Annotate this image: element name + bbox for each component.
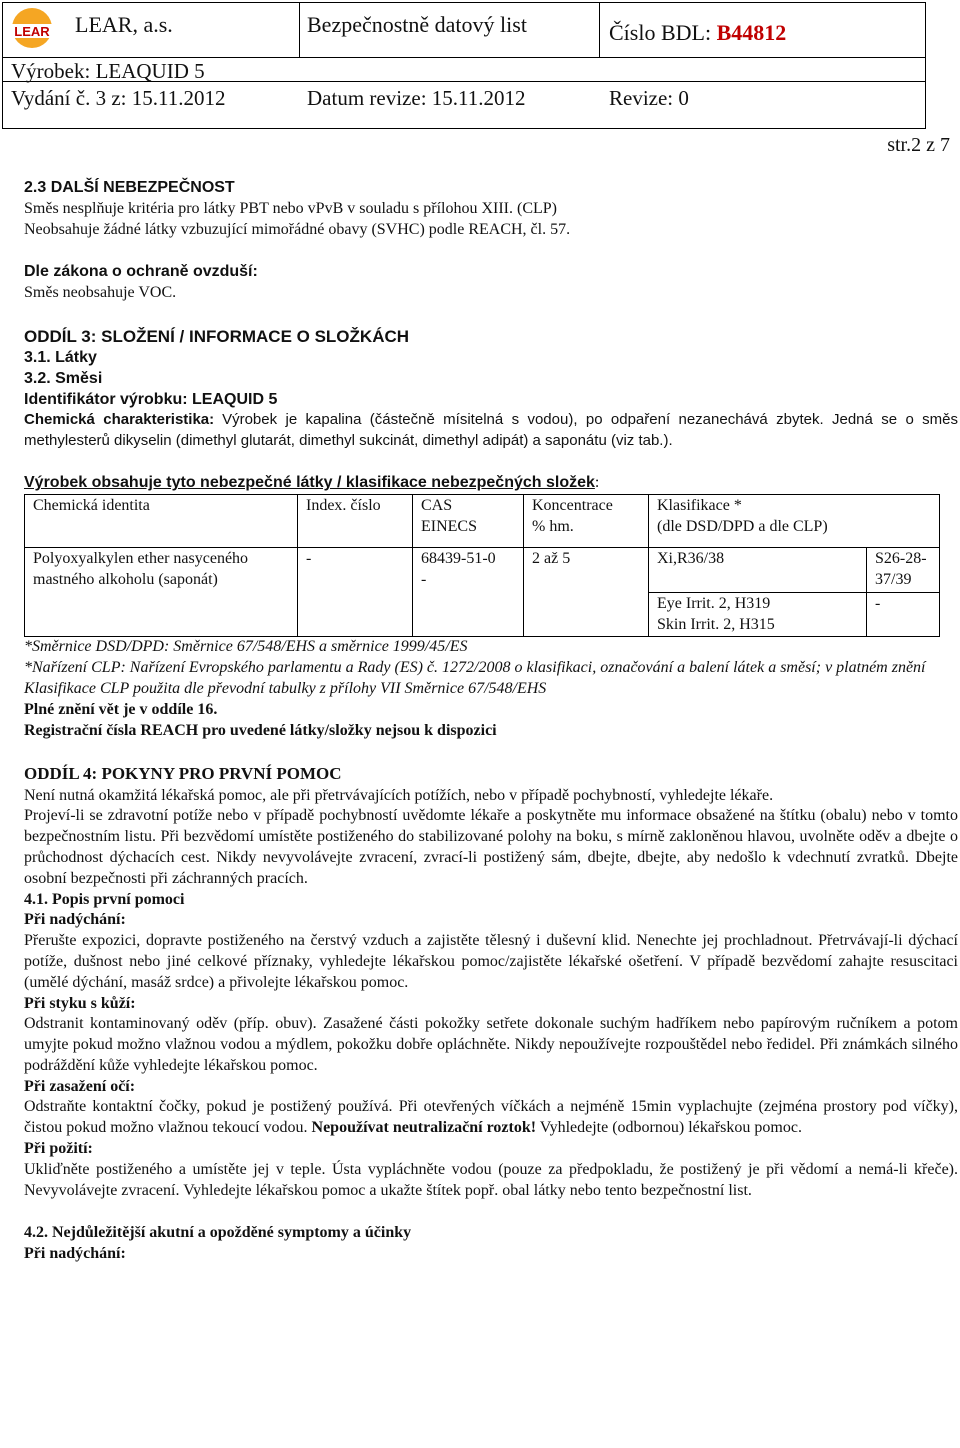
header-divider bbox=[599, 3, 600, 58]
chemical-characteristics: Chemická charakteristika: Výrobek je kapalina (částečně mísitelná s vodou), po odpaření nezanechává zbytek. Jedná se o směs methylesterů dikyselin (dimethyl glutarát, dimethyl sukcinát, dimethyl adipát) a saponátu (viz tab.). bbox=[24, 411, 958, 449]
subsection-3-2: 3.2. Směsi bbox=[24, 369, 103, 387]
note-dsd: *Směrnice DSD/DPD: Směrnice 67/548/EHS a směrnice 1999/45/ES bbox=[24, 638, 468, 656]
issue-info: Vydání č. 3 z: 15.11.2012 bbox=[11, 86, 226, 110]
table-intro: Výrobek obsahuje tyto nebezpečné látky / klasifikace nebezpečných složek: bbox=[24, 474, 600, 492]
note-conversion: Klasifikace CLP použita dle převodní tabulky z přílohy VII Směrnice 67/548/EHS bbox=[24, 680, 547, 698]
paragraph: Ukliďněte postiženého a umístěte jej v teple. Ústa vypláchněte vodou (pouze za předpokladu, že postižený je při vědomí a nemá-li křeče). Nevyvolávejte zvracení. Vyhledejte lékařskou pomoc a ukažte štítek popř. obal látky nebo tento bezpečnostní list. bbox=[24, 1160, 958, 1199]
revision: Revize: 0 bbox=[609, 86, 689, 110]
header-concentration: Koncentrace % hm. bbox=[524, 495, 649, 548]
header-divider bbox=[299, 3, 300, 58]
bdl-number: Číslo BDL: B44812 bbox=[609, 20, 787, 45]
cell-index: - bbox=[298, 548, 413, 637]
section-2-3-title: 2.3 DALŠÍ NEBEZPEČNOST bbox=[24, 179, 235, 196]
document-header bbox=[2, 2, 926, 129]
svg-text:LEAR: LEAR bbox=[14, 24, 50, 39]
product-identifier: Identifikátor výrobku: LEAQUID 5 bbox=[24, 390, 278, 408]
header-index: Index. číslo bbox=[298, 495, 413, 548]
composition-table bbox=[24, 494, 940, 637]
cell-s-phrases: S26-28-37/39 bbox=[867, 548, 940, 593]
subsection-4-1: 4.1. Popis první pomoci bbox=[24, 890, 185, 908]
paragraph: Odstranit kontaminovaný oděv (příp. obuv). Zasažené části pokožky setřete dokonale suchým hadříkem nebo papírovým ručníkem a potom umyjte pokud možno vlažnou vodou a mýdlem, pokožku dobře opláchněte. Nikdy nepoužívejte rozpouštědel nebo ředidel. Při známkách silného podráždění kůže vyhledejte lékařskou pomoc. bbox=[24, 1015, 958, 1074]
inhalation-title-2: Při nadýchání: bbox=[24, 1245, 126, 1263]
revision-date: Datum revize: 15.11.2012 bbox=[307, 86, 526, 110]
paragraph: Neobsahuje žádné látky vzbuzující mimořádné obavy (SVHC) podle REACH, čl. 57. bbox=[24, 220, 571, 238]
section-3-title: ODDÍL 3: SLOŽENÍ / INFORMACE O SLOŽKÁCH bbox=[24, 326, 410, 346]
header-classification: Klasifikace * (dle DSD/DPD a dle CLP) bbox=[649, 495, 940, 548]
ingestion-title: Při požití: bbox=[24, 1140, 93, 1158]
cell-identity: Polyoxyalkylen ether nasyceného mastného alkoholu (saponát) bbox=[25, 548, 298, 637]
cell-cas: 68439-51-0 - bbox=[413, 548, 524, 637]
full-text-note: Plné znění vět je v oddíle 16. bbox=[24, 700, 218, 718]
eye-title: Při zasažení očí: bbox=[24, 1077, 136, 1095]
header-cas: CAS EINECS bbox=[413, 495, 524, 548]
document-body bbox=[24, 178, 958, 1265]
product-line: Výrobek: LEAQUID 5 bbox=[11, 59, 205, 83]
header-identity: Chemická identita bbox=[25, 495, 298, 548]
inhalation-title: Při nadýchání: bbox=[24, 911, 126, 929]
page-number: str.2 z 7 bbox=[887, 134, 950, 156]
doc-title: Bezpečnostně datový list bbox=[307, 12, 527, 37]
company-name: LEAR, a.s. bbox=[75, 12, 173, 37]
cell-s-clp: - bbox=[867, 592, 940, 637]
air-law-title: Dle zákona o ochraně ovzduší: bbox=[24, 263, 258, 281]
subsection-3-1: 3.1. Látky bbox=[24, 349, 97, 367]
paragraph: Přerušte expozici, dopravte postiženého na čerstvý vzduch a zajistěte tělesný i duševní klid. Nenechte jej prochladnout. Přetrvávají-li dýchací potíže, dušnost nebo jiné celkové příznaky, vyhledejte lékařskou pomoc/zajistěte lékařské ošetření. V případě bezvědomí zahajte resuscitaci (umělé dýchání, masáž srdce) a přivolejte lékařskou pomoc. bbox=[24, 932, 958, 991]
lear-logo bbox=[5, 6, 59, 50]
skin-title: Při styku s kůží: bbox=[24, 994, 136, 1012]
paragraph: Směs nesplňuje kritéria pro látky PBT nebo vPvB v souladu s přílohou XIII. (CLP) bbox=[24, 199, 557, 217]
cell-concentration: 2 až 5 bbox=[524, 548, 649, 637]
paragraph: Projeví-li se zdravotní potíže nebo v případě pochybností uvědomte lékaře a poskytněte mu informace obsažené na štítku (obalu) nebo v tomto bezpečnostním listu. Při bezvědomí umístěte postiženého do stabilizované polohy na boku, s mírně zakloněnou hlavou, uvolněte oděv a dbejte o průchodnost dýchacích cest. Nikdy nevyvolávejte zvracení, zvrací-li postižený sám, dbejte, dbejte, aby nedošlo k vdechnutí zvratků. Dbejte osobní bezpečnosti při záchranných pracích. bbox=[24, 807, 958, 887]
subsection-4-2: 4.2. Nejdůležitější akutní a opožděné symptomy a účinky bbox=[24, 1224, 412, 1242]
note-clp: *Nařízení CLP: Nařízení Evropského parlamentu a Rady (ES) č. 1272/2008 o klasifikaci, označování a balení látek a směsí; v platném znění bbox=[24, 659, 926, 677]
table-header-row bbox=[25, 495, 940, 548]
paragraph: Odstraňte kontaktní čočky, pokud je postižený používá. Při otevřených víčkách a nejméně 15min vyplachujte (zejména prostory pod víčky), čistou pokud možno vlažnou tekoucí vodou. Nepoužívat neutralizační roztok! Vyhledejte (odbornou) lékařskou pomoc. bbox=[24, 1098, 958, 1137]
cell-class-clp: Eye Irrit. 2, H319 Skin Irrit. 2, H315 bbox=[649, 592, 867, 637]
cell-class-dsd: Xi,R36/38 bbox=[649, 548, 867, 593]
paragraph: Směs neobsahuje VOC. bbox=[24, 284, 177, 302]
paragraph: Není nutná okamžitá lékařská pomoc, ale při přetrvávajících potížích, nebo v případě pochybností, vyhledejte lékaře. bbox=[24, 786, 774, 804]
section-4-title: ODDÍL 4: POKYNY PRO PRVNÍ POMOC bbox=[24, 764, 342, 784]
reach-note: Registrační čísla REACH pro uvedené látky/složky nejsou k dispozici bbox=[24, 721, 497, 739]
table-row bbox=[25, 548, 940, 593]
